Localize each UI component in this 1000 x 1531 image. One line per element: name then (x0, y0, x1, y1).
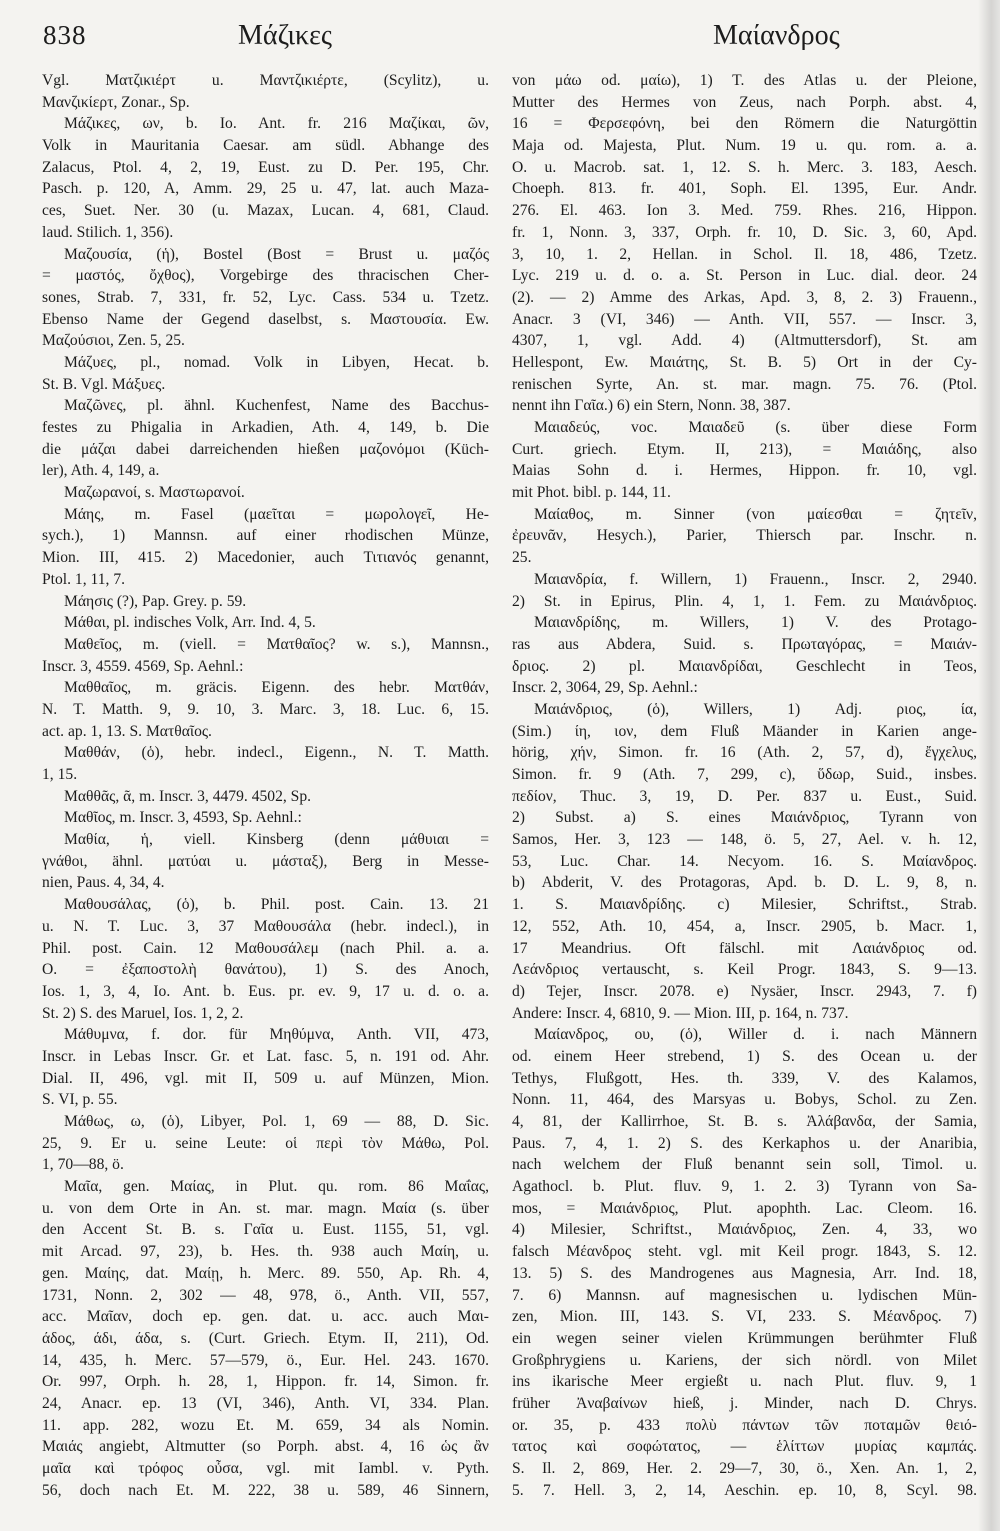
text-line: Mion. III, 415. 2) Macedonier, auch Τιτιανός genannt, (42, 549, 489, 567)
text-line: Zalacus, Ptol. 4, 2, 19, Eust. zu D. Per. 195, Chr. (42, 158, 489, 176)
text-line: nennt ihn Γαῖα.) 6) ein Stern, Nonn. 38, 387. (512, 397, 791, 415)
text-line: 1, 70—88, ö. (42, 1156, 124, 1174)
text-line: St. 2) S. des Maruel, Ios. 1, 2, 2. (42, 1004, 244, 1022)
text-line: Μανζικίερτ, Zonar., Sp. (42, 93, 190, 111)
text-line: nach welchem der Fluß benannt sein soll, Timol. u. (512, 1156, 977, 1174)
text-line: Mutter des Hermes von Zeus, nach Porph. abst. 4, (512, 93, 977, 111)
text-line: den Accent St. B. s. Γαῖα u. Eust. 1155, 51, vgl. (42, 1221, 489, 1239)
text-line: Ptol. 1, 11, 7. (42, 570, 126, 588)
text-line: Inscr. 3, 4559. 4569, Sp. Aehnl.: (42, 657, 244, 675)
text-line: od. einem Heer strebend, 1) S. des Ocean u. der (512, 1047, 977, 1065)
text-line: 4) Milesier, Schriftst., Μαιάνδριος, Zen. 4, 33, wo (512, 1221, 977, 1239)
text-line: (2). — 2) Amme des Arkas, Apd. 3, 8, 2. 3) Frauenn., (512, 288, 977, 306)
text-line: Μαιάς angiebt, Altmutter (so Porph. abst. 4, 16 ὡς ἂν (42, 1438, 489, 1456)
text-line: falsch Μέανδρος steht. vgl. mit Keil progr. 1843, S. 12. (512, 1243, 977, 1261)
text-line: Anacr. 3 (VI, 346) — Anth. VII, 557. — Inscr. 3, (512, 310, 977, 328)
text-line: N. T. Matth. 9, 9. 10, 3. Marc. 3, 18. Luc. 6, 15. (42, 700, 489, 718)
text-line: sones, Strab. 7, 331, fr. 52, Lyc. Cass. 534 u. Tzetz. (42, 288, 489, 306)
text-line: u. von dem Orte in An. st. mar. magn. Μαία (s. über (42, 1199, 489, 1217)
text-line: 276. El. 463. Ion 3. Med. 759. Rhes. 216, Hippon. (512, 202, 977, 220)
text-line: festes zu Phigalia in Arkadien, Ath. 4, 149, b. Die (42, 419, 489, 436)
text-line: Agathocl. b. Plut. fluv. 9, 1. 2. 3) Tyrann von Sa- (512, 1178, 977, 1196)
text-line: άδος, άδι, άδα, s. (Curt. Griech. Etym. II, 211), Od. (42, 1329, 489, 1347)
text-line: Inscr. in Lebas Inscr. Gr. et Lat. fasc. 5, n. 191 od. Ahr. (42, 1047, 489, 1065)
entry-headword-line: Μαθῖος, m. Inscr. 3, 4593, Sp. Aehnl.: (64, 809, 302, 827)
text-line: ins ikarische Meer ergießt u. nach Plut. fluv. 9, 1 (512, 1373, 977, 1391)
text-line: Curt. griech. Etym. II, 213), = Μαιάδης, also (512, 440, 977, 458)
text-line: μαῖα καὶ τρόφος οὖσα, vgl. mit Iambl. v. Pyth. (42, 1460, 489, 1477)
text-line: 5. 7. Hell. 3, 2, 14, Aeschin. ep. 10, 8, Scyl. 98. (512, 1481, 977, 1499)
entry-headword-line: Μαιάνδριος, (ὁ), Willers, 1) Adj. ριος, ία, (534, 700, 977, 718)
text-line: Μαζούσιοι, Zen. 5, 25. (42, 332, 185, 350)
text-line: 1731, Nonn. 2, 302 — 48, 978, ö., Anth. VII, 557, (42, 1286, 489, 1304)
entry-headword-line: Μαζουσία, (ἡ), Bostel (Bost = Brust u. μαζός (64, 245, 489, 263)
text-line: Nonn. 11, 464, des Marsyas u. Bobys, Schol. zu Zen. (512, 1091, 977, 1109)
text-line: πεδίον, Thuc. 3, 19, D. Per. 837 u. Eust., Suid. (512, 787, 977, 805)
text-line: Vgl. Ματζικιέρτ u. Μαντζικιέρτε, (Scylitz), u. (42, 72, 489, 89)
text-line: ces, Suet. Ner. 30 (u. Mazax, Lucan. 4, 681, Claud. (42, 202, 489, 220)
text-line: b) Abderit, V. des Protagoras, Apd. b. D. L. 9, 8, n. (512, 874, 977, 892)
text-line: S. VI, p. 55. (42, 1091, 118, 1109)
text-line: 16 = Φερσεφόνη, bei den Römern die Naturgöttin (512, 115, 977, 133)
text-line: Volk in Mauritania Caesar. am südl. Abhange des (42, 137, 489, 155)
text-line: or. 35, p. 433 πολὺ πάντων τῶν ποταμῶν θειό- (512, 1416, 977, 1434)
entry-headword-line: Μαθθάν, (ὁ), hebr. indecl., Eigenn., N. T. Matth. (64, 744, 489, 762)
page-edge-shadow (978, 0, 1000, 1531)
entry-headword-line: Μαίαθος, m. Sinner (von μαίεσθαι = ζητεῖν, (534, 505, 977, 523)
text-line: Hellespont, Ew. Μαιάτης, St. B. 5) Ort in der Cy- (512, 353, 977, 371)
entry-headword-line: Μαθεῖος, m. (viell. = Ματθαῖος? w. s.), Mannsn., (64, 635, 489, 653)
text-line: Choeph. 813. fr. 401, Soph. El. 1395, Eur. Andr. (512, 180, 977, 198)
text-line: 11. app. 282, wozu Et. M. 659, 34 als Nomin. (42, 1416, 489, 1434)
text-line: gen. Μαίης, dat. Μαίῃ, h. Merc. 89. 550, Ap. Rh. 4, (42, 1264, 489, 1282)
entry-headword-line: Μάζυες, pl., nomad. Volk in Libyen, Hecat. b. (64, 353, 489, 371)
text-line: renischen Syrte, An. st. mar. magn. 75. 76. (Ptol. (512, 375, 977, 393)
entry-headword-line: Μαθθαῖος, m. gräcis. Eigenn. des hebr. Ματθάν, (64, 679, 489, 697)
text-line: fr. 1, Nonn. 3, 337, Orph. fr. 10, D. Sic. 3, 60, Apd. (512, 223, 977, 241)
text-line: Tethys, Flußgott, Hes. th. 339, V. des Kalamos, (512, 1069, 977, 1087)
left-column (42, 70, 489, 1501)
text-line: Or. 997, Orph. h. 28, 1, Hippon. fr. 14, Simon. fr. (42, 1373, 489, 1391)
text-line: 4, 81, der Kallirrhoe, St. B. s. Ἀλάβανδα, der Samia, (512, 1113, 977, 1130)
entry-headword-line: Μάησις (?), Pap. Grey. p. 59. (64, 592, 247, 610)
text-line: O. = ἐξαποστολὴ θανάτου), 1) S. des Anoch, (42, 961, 489, 979)
entry-headword-line: Μαζωρανοί, s. Μαστωρανοί. (64, 484, 245, 502)
text-line: Ios. 1, 3, 4, Io. Ant. b. Eus. pr. ev. 9, 17 u. d. o. a. (42, 982, 489, 1000)
entry-headword-line: Μαζῶνες, pl. ähnl. Kuchenfest, Name des Bacchus- (64, 397, 489, 415)
text-line: ras aus Abdera, Suid. s. Πρωταγόρας, = Μαιάν- (512, 635, 977, 653)
entry-headword-line: Μάζικες, ων, b. Io. Ant. fr. 216 Μαζίκαι, ῶν, (64, 115, 489, 133)
text-line: nien, Paus. 4, 34, 4. (42, 874, 165, 892)
text-line: Maias Sohn d. i. Hermes, Hippon. fr. 10, vgl. (512, 462, 977, 480)
entry-headword-line: Μαιανδρίδης, m. Willers, 1) V. des Protago- (534, 614, 977, 632)
text-line: sych.), 1) Mannsn. auf einer rhodischen Münze, (42, 527, 489, 545)
text-line: d) Tejer, Inscr. 2078. e) Nysäer, Inscr. 2943, 7. f) (512, 982, 977, 1000)
entry-headword-line: Μαθουσάλας, (ὁ), b. Phil. post. Cain. 13. 21 (64, 896, 489, 914)
entry-headword-line: Μάης, m. Fasel (μαεῖται = μωρολογεῖ, He- (64, 505, 489, 523)
text-line: 1, 15. (42, 766, 78, 783)
text-line: ein wegen seiner vielen Krümmungen berühmter Fluß (512, 1329, 977, 1347)
text-line: u. N. T. Luc. 3, 37 Μαθουσάλα (hebr. indecl.), in (42, 917, 489, 935)
text-line: 13. 5) S. des Mandrogenes aus Magnesia, Arr. Ind. 18, (512, 1264, 977, 1282)
text-line: hörig, χήν, Simon. fr. 16 (Ath. 2, 57, d), ἔγχελυς, (512, 744, 977, 762)
text-line: ler), Ath. 4, 149, a. (42, 462, 160, 480)
running-head-last-entry: Μαίανδρος (713, 20, 840, 51)
text-line: Pasch. p. 120, A, Amm. 29, 25 u. 47, lat. auch Maza- (42, 180, 489, 198)
text-line: 56, doch nach Et. M. 222, 38 u. 589, 46 Sinnern, (42, 1481, 489, 1499)
text-line: Maja od. Majesta, Plut. Num. 19 u. qu. rom. a. a. (512, 137, 977, 155)
text-line: 2) Subst. a) S. eines Μαιάνδριος, Tyrann von (512, 809, 977, 827)
text-line: Λεάνδριος vertauscht, s. Keil Progr. 1843, S. 9—13. (512, 961, 977, 979)
text-line: (Sim.) ίη, ιον, dem Fluß Mäander in Karien ange- (512, 722, 977, 740)
running-head-first-entry: Μάζικες (238, 20, 332, 51)
entry-headword-line: Μαθθᾶς, ᾶ, m. Inscr. 3, 4479. 4502, Sp. (64, 787, 312, 805)
text-line: 1. S. Μαιανδρίδης. c) Milesier, Schriftst., Strab. (512, 896, 977, 914)
text-line: ἐρευνᾶν, Hesych.), Parier, Thiersch par. Inschr. n. (512, 527, 977, 545)
text-line: 3, 10, 1. 2, Hellan. in Schol. Il. 18, 486, Tzetz. (512, 245, 977, 263)
text-line: τατος καὶ σοφώτατος, — ἑλίττων μυρίας καμπάς. (512, 1438, 977, 1456)
text-line: Ebenso Name der Gegend daselbst, s. Μαστουσία. Ew. (42, 310, 489, 328)
text-line: Großphrygiens u. Kariens, der sich nördl. von Milet (512, 1351, 977, 1369)
text-line: 25, 9. Er u. seine Leute: οἱ περὶ τὸν Μάθω, Pol. (42, 1134, 489, 1152)
text-line: Andere: Inscr. 4, 6810, 9. — Mion. III, p. 164, n. 737. (512, 1004, 849, 1022)
text-line: Inscr. 2, 3064, 29, Sp. Aehnl.: (512, 679, 698, 697)
text-line: Phil. post. Cain. 12 Μαθουσάλεμ (nach Phil. a. a. (42, 939, 489, 957)
text-line: Lyc. 219 u. d. o. a. St. Person in Luc. dial. deor. 24 (512, 267, 977, 285)
text-line: 2) St. in Epirus, Plin. 4, 1, 1. Fem. zu Μαιάνδριος. (512, 592, 977, 610)
text-line: zen, Mion. III, 143. S. VI, 233. S. Μέανδρος. 7) (512, 1308, 977, 1326)
text-line: früher Ἀναβαίνων hieß, j. Minder, nach D. Chrys. (512, 1394, 977, 1412)
text-line: acc. Μαῖαν, doch ep. gen. dat. u. acc. auch Μαι- (42, 1308, 489, 1326)
text-line: mos, = Μαιάνδριος, Plut. apophth. Lac. Cleom. 16. (512, 1199, 977, 1217)
text-line: Dial. II, 496, vgl. mit II, 509 u. auf Münzen, Mion. (42, 1069, 489, 1087)
text-line: 17 Meandrius. Oft fälschl. mit Λαιάνδριος od. (512, 939, 977, 957)
entry-headword-line: Μάθως, ω, (ὁ), Libyer, Pol. 1, 69 — 88, D. Sic. (64, 1113, 489, 1130)
text-line: die μάζαι dabei darreichenden hießen μαζονόμοι (Küch- (42, 440, 489, 458)
text-line: 24, Anacr. ep. 13 (VI, 346), Anth. VI, 334. Plan. (42, 1394, 489, 1412)
entry-headword-line: Μάθυμνα, f. dor. für Μηθύμνα, Anth. VII, 473, (64, 1026, 489, 1044)
text-line: laud. Stilich. 1, 356). (42, 223, 174, 241)
text-line: St. B. Vgl. Μάξυες. (42, 375, 166, 393)
right-column (512, 70, 977, 1501)
entry-headword-line: Μαίανδρος, ου, (ὁ), Willer d. i. nach Männern (534, 1026, 977, 1044)
text-line: O. u. Macrob. sat. 1, 12. S. h. Merc. 3. 183, Aesch. (512, 158, 977, 176)
text-line: 25. (512, 549, 532, 567)
text-line: = μαστός, ὄχθος), Vorgebirge des thracischen Cher- (42, 267, 489, 285)
entry-headword-line: Μαιαδεύς, voc. Μαιαδεῦ (s. über diese Form (534, 419, 977, 436)
text-line: S. Il. 2, 869, Her. 2. 29—7, 30, ö., Xen. An. 1, 2, (512, 1460, 977, 1477)
text-line: 4307, 1, vgl. Add. 4) (Altmuttersdorf), St. am (512, 332, 977, 350)
text-line: Simon. fr. 9 (Ath. 7, 299, c), ὕδωρ, Suid., insbes. (512, 766, 977, 783)
entry-headword-line: Μαῖα, gen. Μαίας, in Plut. qu. rom. 86 Μαΐας, (64, 1178, 489, 1196)
text-line: 12, 552, Ath. 10, 454, a, Inscr. 2905, b. Macr. 1, (512, 917, 977, 935)
text-line: γνάθοι, ähnl. ματύαι u. μάσταξ), Berg in Messe- (42, 852, 489, 870)
entry-headword-line: Μάθαι, pl. indisches Volk, Arr. Ind. 4, 5. (64, 614, 316, 632)
text-line: Samos, Her. 3, 123 — 148, ö. 5, 27, Ael. v. h. 12, (512, 831, 977, 849)
text-line: mit Arcad. 97, 23), b. Hes. th. 938 auch Μαίη, u. (42, 1243, 489, 1261)
text-line: 53, Luc. Char. 14. Necyom. 16. S. Μαίανδρος. (512, 852, 977, 870)
text-line: mit Phot. bibl. p. 144, 11. (512, 484, 671, 502)
page-header (0, 14, 1000, 54)
text-line: 14, 435, h. Merc. 57—579, ö., Eur. Hel. 243. 1670. (42, 1351, 489, 1369)
text-line: δριος. 2) pl. Μαιανδρίδαι, Geschlecht in Teos, (512, 657, 977, 675)
entry-headword-line: Μαθία, ἡ, viell. Kinsberg (denn μάθυιαι = (64, 831, 489, 849)
text-line: Paus. 7, 4, 1. 2) S. des Kerkaphos u. der Anaribia, (512, 1134, 977, 1152)
text-line: 7. 6) Mannsn. auf magnesischen u. lydischen Mün- (512, 1286, 977, 1304)
page-number: 838 (43, 20, 87, 50)
text-line: act. ap. 1, 13. S. Ματθαῖος. (42, 722, 212, 740)
text-line: von μάω od. μαίω), 1) T. des Atlas u. der Pleione, (512, 72, 977, 89)
entry-headword-line: Μαιανδρία, f. Willern, 1) Frauenn., Inscr. 2, 2940. (534, 570, 977, 588)
